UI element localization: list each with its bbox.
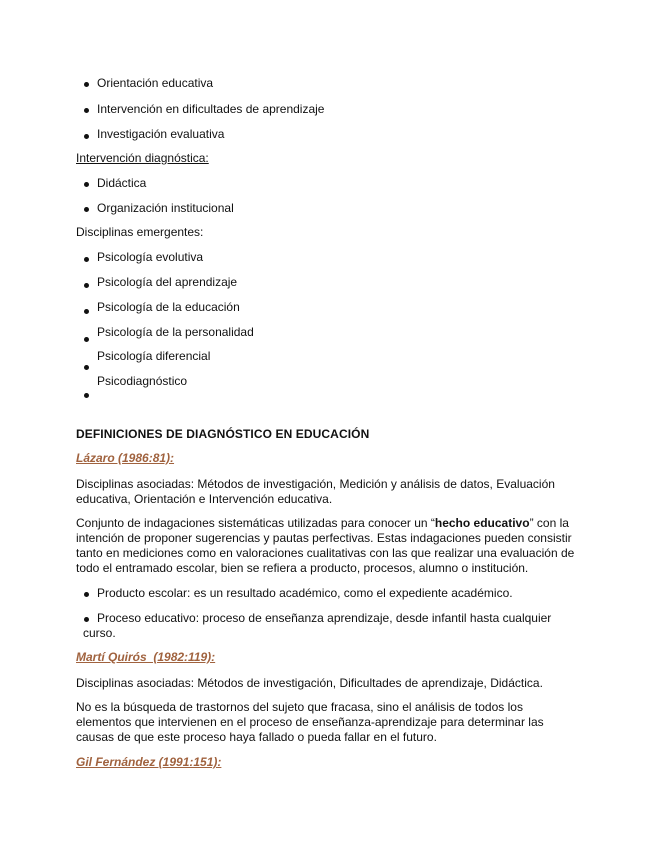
- bullet-icon: [84, 393, 89, 398]
- section-title: DEFINICIONES DE DIAGNÓSTICO EN EDUCACIÓN: [76, 427, 370, 441]
- bullet-icon: [84, 309, 89, 314]
- bullet-icon: [84, 108, 89, 113]
- lazaro-def-text-after: ” con la intención de proponer sugerencias y pautas perfectivas. Estas indagaciones pueden consistir tanto en mediciones como en valoraciones cualitativas con las que realizar una evaluación de todo el entramado escolar, bien se refiera a producto, procesos, alumno o institución.: [76, 516, 575, 575]
- list-item: Intervención en dificultades de aprendizaje: [97, 102, 325, 116]
- list-item: Organización institucional: [97, 201, 234, 215]
- lazaro-definicion: [76, 516, 576, 576]
- list-item: Psicodiagnóstico: [97, 374, 188, 388]
- bullet-icon: [84, 365, 89, 370]
- bullet-icon: [84, 82, 89, 87]
- lazaro-def-text-before: Conjunto de indagaciones sistemáticas utilizadas para conocer un “: [76, 516, 435, 530]
- list-item: Psicología evolutiva: [97, 250, 204, 264]
- citation-gil: Gil Fernández (1991:151):: [76, 755, 222, 769]
- subheading-intervencion: Intervención diagnóstica:: [76, 151, 209, 165]
- list-item: Investigación evaluativa: [97, 127, 225, 141]
- bullet-icon: [84, 134, 89, 139]
- list-item: Didáctica: [97, 176, 147, 190]
- list-item: Psicología de la personalidad: [97, 325, 254, 339]
- bullet-icon: [84, 337, 89, 342]
- lazaro-def-bold: hecho educativo: [434, 516, 530, 530]
- subheading-emergentes: Disciplinas emergentes:: [76, 225, 204, 239]
- list-item: Orientación educativa: [97, 76, 214, 90]
- bullet-icon: [84, 592, 89, 597]
- citation-marti: Martí Quirós (1982:119):: [76, 650, 216, 664]
- lazaro-bullet-producto: Producto escolar: es un resultado académico, como el expediente académico.: [97, 586, 513, 600]
- bullet-icon: [84, 207, 89, 212]
- bullet-icon: [84, 283, 89, 288]
- bullet-icon: [84, 257, 89, 262]
- list-item: Psicología del aprendizaje: [97, 275, 238, 289]
- marti-definicion: No es la búsqueda de trastornos del sujeto que fracasa, sino el análisis de todos los elementos que intervienen en el proceso de enseñanza-aprendizaje para determinar las causas de que este proceso haya fallado o pueda fallar en el futuro.: [76, 700, 544, 744]
- marti-disciplinas: Disciplinas asociadas: Métodos de investigación, Dificultades de aprendizaje, Didáctica.: [76, 676, 543, 690]
- list-item: Psicología de la educación: [97, 300, 240, 314]
- list-item: Psicología diferencial: [97, 349, 211, 363]
- bullet-icon: [84, 182, 89, 187]
- lazaro-bullet-proceso: Proceso educativo: proceso de enseñanza aprendizaje, desde infantil hasta cualquier curso.: [83, 611, 552, 640]
- citation-lazaro: Lázaro (1986:81):: [76, 451, 175, 465]
- lazaro-disciplinas: Disciplinas asociadas: Métodos de investigación, Medición y análisis de datos, Evaluación educativa, Orientación e Intervención educativa.: [76, 477, 555, 506]
